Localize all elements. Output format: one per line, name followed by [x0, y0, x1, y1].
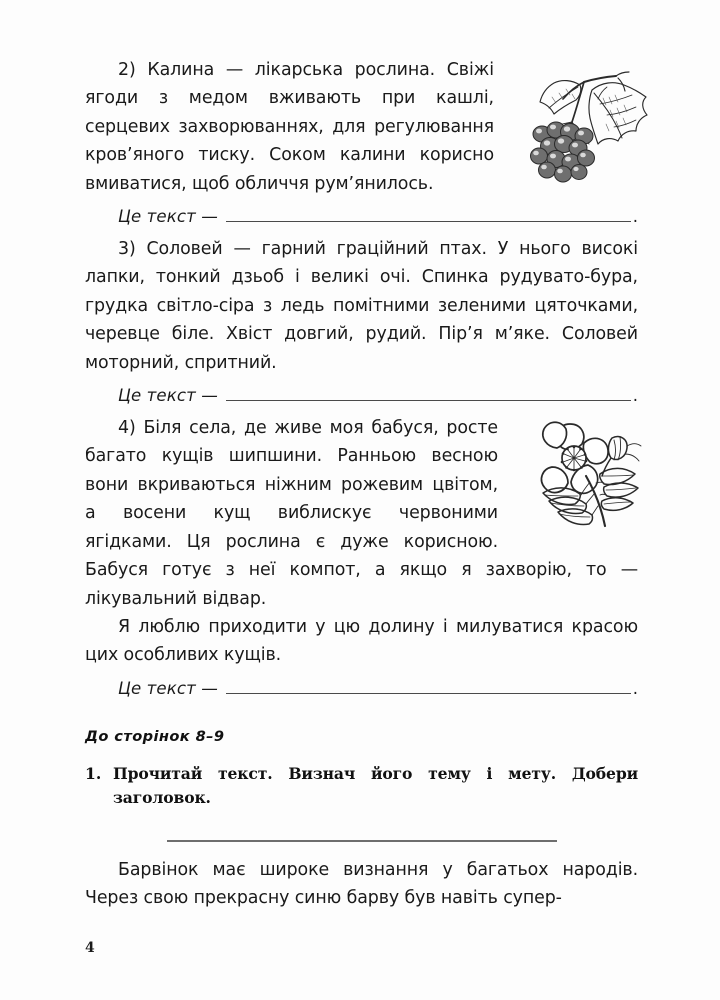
rosehip-flower-illustration: [508, 416, 650, 538]
task-1: [85, 762, 638, 810]
title-blank-rule[interactable]: [167, 840, 557, 842]
exercise-item-3-text: 3) Соловей — гарний граційний птах. У нього високі лапки, тонкий дзьоб і великі очі. Спинка рудувато-бура, грудка світло-сіра з ледь помітними зеленими цяточками, черевце біле. Хвіст довгий, рудий. Пір’я м’яке. Соловей моторний, спритний.: [85, 239, 638, 373]
answer-line-2[interactable]: [85, 386, 638, 405]
exercise-item-2-text: 2) Калина — лікарська рослина. Свіжі ягоди з медом вживають при кашлі, серцевих захворюваннях, для регулювання кров’яного тиску. Соком калини корисно вмиватися, щоб обличчя рум’янилось.: [85, 60, 494, 194]
answer-label: Це текст —: [118, 207, 218, 227]
exercise-item-4-continued-text: Я люблю приходити у цю долину і милуватися красою цих особливих кущів.: [85, 616, 638, 666]
answer-terminator: .: [632, 386, 638, 406]
answer-terminator: .: [632, 207, 638, 227]
answer-line-1[interactable]: [85, 207, 638, 226]
task-instruction: Прочитай текст. Визнач його тему і мету. Добери заголовок.: [113, 763, 638, 807]
answer-line-3[interactable]: [85, 679, 638, 698]
section-reference: До сторінок 8–9: [85, 727, 225, 745]
answer-blank-rule[interactable]: [226, 693, 631, 694]
page-content: [85, 56, 638, 913]
answer-label: Це текст —: [118, 386, 218, 406]
answer-blank-rule[interactable]: [226, 221, 631, 222]
answer-blank-rule[interactable]: [226, 400, 631, 401]
task-number: 1.: [85, 763, 102, 783]
answer-terminator: .: [632, 678, 638, 698]
page-number: 4: [85, 940, 95, 956]
answer-label: Це текст —: [118, 678, 218, 698]
reading-passage-text: Барвінок має широке визнання у багатьох народів. Через свою прекрасну синю барву був навіть супер-: [85, 859, 638, 909]
title-blank-wrapper[interactable]: [85, 840, 638, 842]
viburnum-branch-illustration: [506, 52, 656, 198]
exercise-item-4-text: 4) Біля села, де живе моя бабуся, росте багато кущів шипшини. Ранньою весною вони вкриваються ніжним рожевим цвітом, а восени кущ виблискує червоними ягідками. Ця рослина є дуже корисною. Бабуся готує з неї компот, а якщо я захворію, то — лікувальний відвар.: [85, 418, 638, 609]
